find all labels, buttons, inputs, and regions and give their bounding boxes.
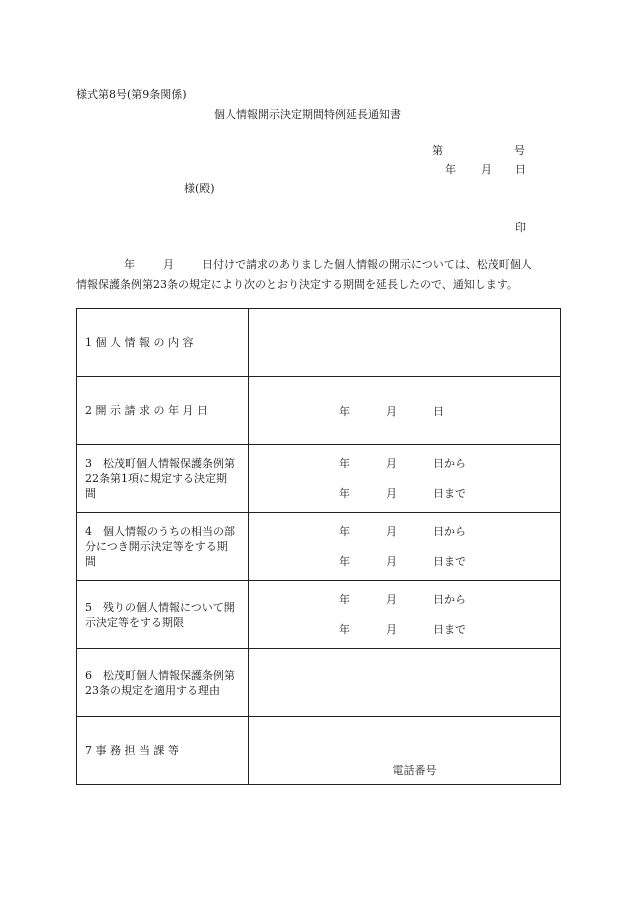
date-day-label: 日 <box>515 163 526 176</box>
row-value-reason <box>249 649 561 717</box>
from-day: 日から <box>433 524 466 538</box>
to-day: 日まで <box>433 486 466 500</box>
body-month: 月 <box>163 258 174 271</box>
period-to-line <box>249 485 560 501</box>
row-value-department <box>249 717 561 785</box>
row7-label: 7 事 務 担 当 課 等 <box>85 744 179 757</box>
form-number: 様式第8号(第9条関係) <box>76 88 187 101</box>
from-day: 日から <box>433 592 466 606</box>
request-date-line <box>249 403 560 419</box>
row1-label: 1 個 人 情 報 の 内 容 <box>85 336 194 349</box>
remaining-from-line <box>249 591 560 607</box>
request-year: 年 <box>339 404 350 418</box>
row-label-request-date <box>77 377 249 445</box>
from-year: 年 <box>339 524 350 538</box>
row2-label: 2 開 示 請 求 の 年 月 日 <box>85 404 208 417</box>
period-from-line <box>249 455 560 471</box>
reference-go: 号 <box>514 144 525 157</box>
from-month: 月 <box>386 456 397 470</box>
row-label-decision-period <box>77 445 249 513</box>
row-value-content <box>249 309 561 377</box>
from-day: 日から <box>433 456 466 470</box>
table-row <box>77 377 561 445</box>
partial-from-line <box>249 523 560 539</box>
date-month-label: 月 <box>481 163 492 176</box>
request-day: 日 <box>433 404 444 418</box>
row-label-remaining-deadline <box>77 581 249 649</box>
body-line-1 <box>76 256 566 272</box>
row-label-department <box>77 717 249 785</box>
row-value-request-date <box>249 377 561 445</box>
to-year: 年 <box>339 622 350 636</box>
row-value-decision-period <box>249 445 561 513</box>
row4-label: 4 個人情報のうちの相当の部分につき開示決定等をする期間 <box>85 525 235 568</box>
to-day: 日まで <box>433 622 466 636</box>
seal-mark: 印 <box>515 221 526 234</box>
table-row <box>77 445 561 513</box>
table-row <box>77 581 561 649</box>
to-day: 日まで <box>433 554 466 568</box>
remaining-to-line <box>249 621 560 637</box>
details-table <box>76 308 561 785</box>
to-month: 月 <box>386 554 397 568</box>
to-month: 月 <box>386 486 397 500</box>
partial-to-line <box>249 553 560 569</box>
row3-label: 3 松茂町個人情報保護条例第22条第1項に規定する決定期間 <box>85 457 235 500</box>
from-month: 月 <box>386 592 397 606</box>
to-year: 年 <box>339 554 350 568</box>
from-year: 年 <box>339 456 350 470</box>
from-month: 月 <box>386 524 397 538</box>
request-month: 月 <box>386 404 397 418</box>
body-year: 年 <box>124 258 135 271</box>
row-label-content <box>77 309 249 377</box>
row-label-partial-period <box>77 513 249 581</box>
table-row <box>77 309 561 377</box>
row-value-remaining-deadline <box>249 581 561 649</box>
reference-dai: 第 <box>432 144 443 157</box>
row5-label: 5 残りの個人情報について開示決定等をする期限 <box>85 600 235 629</box>
table-row <box>77 649 561 717</box>
to-month: 月 <box>386 622 397 636</box>
date-year-label: 年 <box>445 163 456 176</box>
table-row <box>77 513 561 581</box>
addressee-label: 様(殿) <box>184 182 215 195</box>
from-year: 年 <box>339 592 350 606</box>
row-value-partial-period <box>249 513 561 581</box>
table-row <box>77 717 561 785</box>
phone-number-label: 電話番号 <box>392 763 437 777</box>
row6-label: 6 松茂町個人情報保護条例第23条の規定を適用する理由 <box>85 668 235 697</box>
document-title: 個人情報開示決定期間特例延長通知書 <box>214 108 401 121</box>
body-line-2: 情報保護条例第23条の規定により次のとおり決定する期間を延長したので、通知します。 <box>76 278 518 291</box>
to-year: 年 <box>339 486 350 500</box>
body-line1-text: 日付けで請求のありました個人情報の開示については、松茂町個人 <box>202 258 532 271</box>
row-label-reason <box>77 649 249 717</box>
